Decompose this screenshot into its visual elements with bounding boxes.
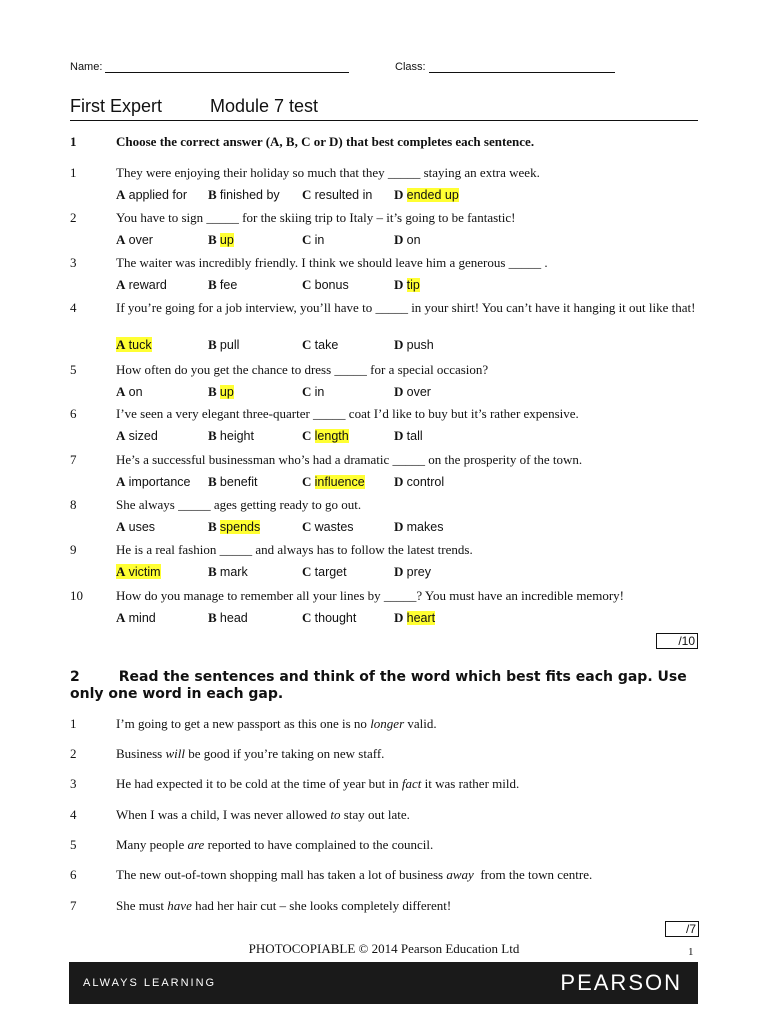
answer-option-b[interactable] (208, 474, 257, 490)
option-word: tip (406, 278, 420, 292)
sentence-before: He had expected it to be cold at the time of year but in (116, 776, 402, 791)
option-letter: A (116, 564, 126, 579)
answer-option-a[interactable] (116, 519, 155, 535)
answer-option-a[interactable] (116, 474, 190, 490)
option-letter: D (394, 384, 404, 399)
option-word: tall (406, 429, 423, 443)
gap-sentence (116, 807, 701, 823)
option-letter: D (394, 564, 404, 579)
gap-item-number: 5 (70, 837, 77, 852)
option-letter: B (208, 232, 217, 247)
option-word: makes (406, 520, 444, 534)
option-word: influence (314, 475, 365, 489)
option-letter: B (208, 384, 217, 399)
question-text: They were enjoying their holiday so much that they _____ staying an extra week. (116, 165, 540, 180)
option-letter: B (208, 187, 217, 202)
sentence-before: When I was a child, I was never allowed (116, 807, 331, 822)
option-letter: B (208, 428, 217, 443)
question-text: You have to sign _____ for the skiing trip to Italy – it’s going to be fantastic! (116, 210, 516, 225)
gap-answer[interactable]: have (167, 898, 192, 913)
answer-option-b[interactable] (208, 384, 234, 400)
option-letter: C (302, 232, 312, 247)
sentence-before: Business (116, 746, 166, 761)
question-text: How often do you get the chance to dress _____ for a special occasion? (116, 362, 489, 377)
option-letter: B (208, 564, 217, 579)
option-letter: A (116, 277, 126, 292)
class-label: Class: (395, 61, 426, 73)
answer-option-a[interactable] (116, 232, 153, 248)
option-word: mark (219, 565, 248, 579)
option-letter: B (208, 277, 217, 292)
gap-answer[interactable]: to (330, 807, 341, 822)
answer-option-c[interactable] (302, 232, 324, 248)
section1-number: 1 (70, 134, 77, 149)
page-number: 1 (688, 946, 694, 958)
title-course: First Expert (70, 96, 163, 116)
option-word: control (406, 475, 445, 489)
question-text: I’ve seen a very elegant three-quarter _____ coat I’d like to buy but it’s rather expensive. (116, 406, 579, 421)
option-word: on (406, 233, 421, 247)
sentence-after: stay out late. (340, 807, 410, 822)
sentence-before: The new out-of-town shopping mall has taken a lot of business (116, 867, 447, 882)
answer-option-d[interactable] (394, 474, 444, 490)
answer-option-b[interactable] (208, 428, 254, 444)
gap-sentence (116, 898, 701, 914)
option-letter: C (302, 610, 312, 625)
option-word: heart (406, 611, 436, 625)
sentence-after: had her hair cut – she looks completely different! (191, 898, 452, 913)
question-number: 6 (70, 406, 77, 421)
option-word: spends (219, 520, 261, 534)
option-letter: A (116, 519, 126, 534)
option-word: victim (128, 565, 161, 579)
option-letter: A (116, 384, 126, 399)
option-word: bonus (314, 278, 349, 292)
option-letter: C (302, 428, 312, 443)
option-letter: D (394, 428, 404, 443)
option-word: in (314, 385, 325, 399)
question-number: 3 (70, 255, 77, 270)
gap-sentence (116, 867, 701, 883)
pearson-logo: PEARSON (560, 970, 682, 995)
option-letter: D (394, 474, 404, 489)
answer-option-b[interactable] (208, 187, 280, 203)
option-letter: C (302, 519, 312, 534)
footer-brand-bar (69, 962, 698, 1004)
section2-instruction (70, 669, 700, 703)
option-word: ended up (406, 188, 459, 202)
header-fields (70, 60, 700, 80)
answer-option-c[interactable] (302, 428, 349, 444)
answer-option-c[interactable] (302, 564, 347, 580)
gap-answer[interactable]: will (165, 746, 185, 761)
option-word: sized (128, 429, 158, 443)
gap-sentence (116, 837, 701, 853)
option-word: benefit (219, 475, 258, 489)
gap-item-number: 7 (70, 898, 77, 913)
option-word: length (314, 429, 349, 443)
question-number: 5 (70, 362, 77, 377)
answer-option-b[interactable] (208, 564, 248, 580)
question-number: 1 (70, 165, 77, 180)
answer-option-d[interactable] (394, 277, 420, 293)
option-letter: A (116, 474, 126, 489)
answer-option-d[interactable] (394, 564, 431, 580)
answer-option-d[interactable] (394, 610, 435, 626)
option-word: finished by (219, 188, 280, 202)
option-letter: D (394, 277, 404, 292)
answer-option-c[interactable] (302, 277, 349, 293)
option-word: applied for (128, 188, 188, 202)
answer-option-c[interactable] (302, 519, 354, 535)
question-text: He’s a successful businessman who’s had a dramatic _____ on the prosperity of the town. (116, 452, 583, 467)
option-word: height (219, 429, 254, 443)
answer-option-d[interactable] (394, 187, 459, 203)
option-letter: A (116, 610, 126, 625)
footer-tagline: ALWAYS LEARNING (83, 977, 217, 989)
sentence-after: be good if you’re taking on new staff. (185, 746, 385, 761)
gap-item-number: 2 (70, 746, 77, 761)
gap-answer[interactable]: longer (370, 716, 405, 731)
gap-answer[interactable]: away (446, 867, 474, 882)
option-word: pull (219, 338, 240, 352)
option-letter: D (394, 232, 404, 247)
option-letter: D (394, 337, 404, 352)
option-word: fee (219, 278, 238, 292)
option-letter: D (394, 187, 404, 202)
option-letter: D (394, 519, 404, 534)
section1-score-box[interactable]: /10 (656, 633, 698, 649)
gap-answer[interactable]: fact (401, 776, 422, 791)
option-letter: C (302, 337, 312, 352)
option-letter: A (116, 337, 126, 352)
option-letter: C (302, 474, 312, 489)
gap-item-number: 6 (70, 867, 77, 882)
answer-option-c[interactable] (302, 474, 365, 490)
answer-option-b[interactable] (208, 610, 248, 626)
option-word: on (128, 385, 143, 399)
answer-option-a[interactable] (116, 384, 143, 400)
section2-score-box[interactable]: /7 (665, 921, 699, 937)
answer-option-b[interactable] (208, 277, 237, 293)
gap-item-number: 4 (70, 807, 77, 822)
option-word: take (314, 338, 339, 352)
answer-option-a[interactable] (116, 610, 156, 626)
answer-option-a[interactable] (116, 428, 158, 444)
option-word: prey (406, 565, 431, 579)
option-word: tuck (128, 338, 152, 352)
option-word: resulted in (314, 188, 373, 202)
answer-option-d[interactable] (394, 519, 443, 535)
option-letter: C (302, 384, 312, 399)
question-text: The waiter was incredibly friendly. I think we should leave him a generous _____ . (116, 255, 548, 270)
question-text: How do you manage to remember all your lines by _____? You must have an incredible memory! (116, 588, 624, 603)
sentence-before: Many people (116, 837, 188, 852)
answer-option-a[interactable] (116, 337, 152, 353)
answer-option-a[interactable] (116, 187, 187, 203)
option-word: reward (128, 278, 167, 292)
question-number: 9 (70, 542, 77, 557)
option-word: up (219, 233, 234, 247)
option-word: over (128, 233, 153, 247)
question-number: 7 (70, 452, 77, 467)
gap-sentence (116, 716, 701, 732)
sentence-before: I’m going to get a new passport as this one is no (116, 716, 371, 731)
answer-option-a[interactable] (116, 564, 161, 580)
option-letter: B (208, 519, 217, 534)
footer-copyright: PHOTOCOPIABLE © 2014 Pearson Education Ltd (248, 941, 520, 956)
sentence-after: valid. (404, 716, 437, 731)
option-letter: B (208, 337, 217, 352)
answer-option-b[interactable] (208, 519, 260, 535)
question-number: 8 (70, 497, 77, 512)
answer-option-c[interactable] (302, 337, 338, 353)
option-letter: D (394, 610, 404, 625)
answer-option-c[interactable] (302, 610, 356, 626)
option-letter: C (302, 564, 312, 579)
gap-item-number: 1 (70, 716, 77, 731)
question-number: 10 (70, 588, 83, 603)
option-word: in (314, 233, 325, 247)
sentence-after: from the town centre. (473, 867, 593, 882)
question-number: 2 (70, 210, 77, 225)
answer-option-c[interactable] (302, 384, 324, 400)
option-word: push (406, 338, 434, 352)
option-word: importance (128, 475, 191, 489)
option-letter: B (208, 610, 217, 625)
option-word: target (314, 565, 347, 579)
question-text: She always _____ ages getting ready to go out. (116, 497, 362, 512)
option-letter: A (116, 232, 126, 247)
section2-instruction-text: Read the sentences and think of the word which best fits each gap. Use only one word in each gap. (70, 669, 687, 702)
option-word: head (219, 611, 248, 625)
answer-option-b[interactable] (208, 337, 239, 353)
gap-sentence (116, 746, 701, 762)
answer-option-b[interactable] (208, 232, 234, 248)
name-label: Name: (70, 61, 103, 73)
answer-option-c[interactable] (302, 187, 372, 203)
option-word: over (406, 385, 431, 399)
option-word: uses (128, 520, 156, 534)
option-letter: C (302, 277, 312, 292)
section1-instruction: Choose the correct answer (A, B, C or D) that best completes each sentence. (116, 134, 535, 149)
sentence-after: reported to have complained to the council. (204, 837, 434, 852)
gap-item-number: 3 (70, 776, 77, 791)
answer-option-d[interactable] (394, 232, 421, 248)
option-letter: A (116, 187, 126, 202)
question-text: He is a real fashion _____ and always has to follow the latest trends. (116, 542, 473, 557)
option-word: mind (128, 611, 156, 625)
option-letter: A (116, 428, 126, 443)
option-letter: C (302, 187, 312, 202)
answer-option-a[interactable] (116, 277, 167, 293)
option-letter: B (208, 474, 217, 489)
section2-number: 2 (70, 669, 80, 685)
option-word: up (219, 385, 234, 399)
name-field[interactable] (105, 60, 349, 73)
option-word: wastes (314, 520, 354, 534)
title-module: Module 7 test (210, 96, 319, 116)
gap-sentence (116, 776, 701, 792)
class-field[interactable] (429, 60, 615, 73)
gap-answer[interactable]: are (187, 837, 205, 852)
answer-option-d[interactable] (394, 428, 423, 444)
option-word: thought (314, 611, 357, 625)
answer-option-d[interactable] (394, 337, 434, 353)
sentence-after: it was rather mild. (421, 776, 520, 791)
question-text: If you’re going for a job interview, you’ll have to _____ in your shirt! You can’t have it hanging it out like that! (116, 300, 696, 315)
question-number: 4 (70, 300, 77, 315)
answer-option-d[interactable] (394, 384, 431, 400)
page-title (70, 96, 698, 121)
sentence-before: She must (116, 898, 168, 913)
